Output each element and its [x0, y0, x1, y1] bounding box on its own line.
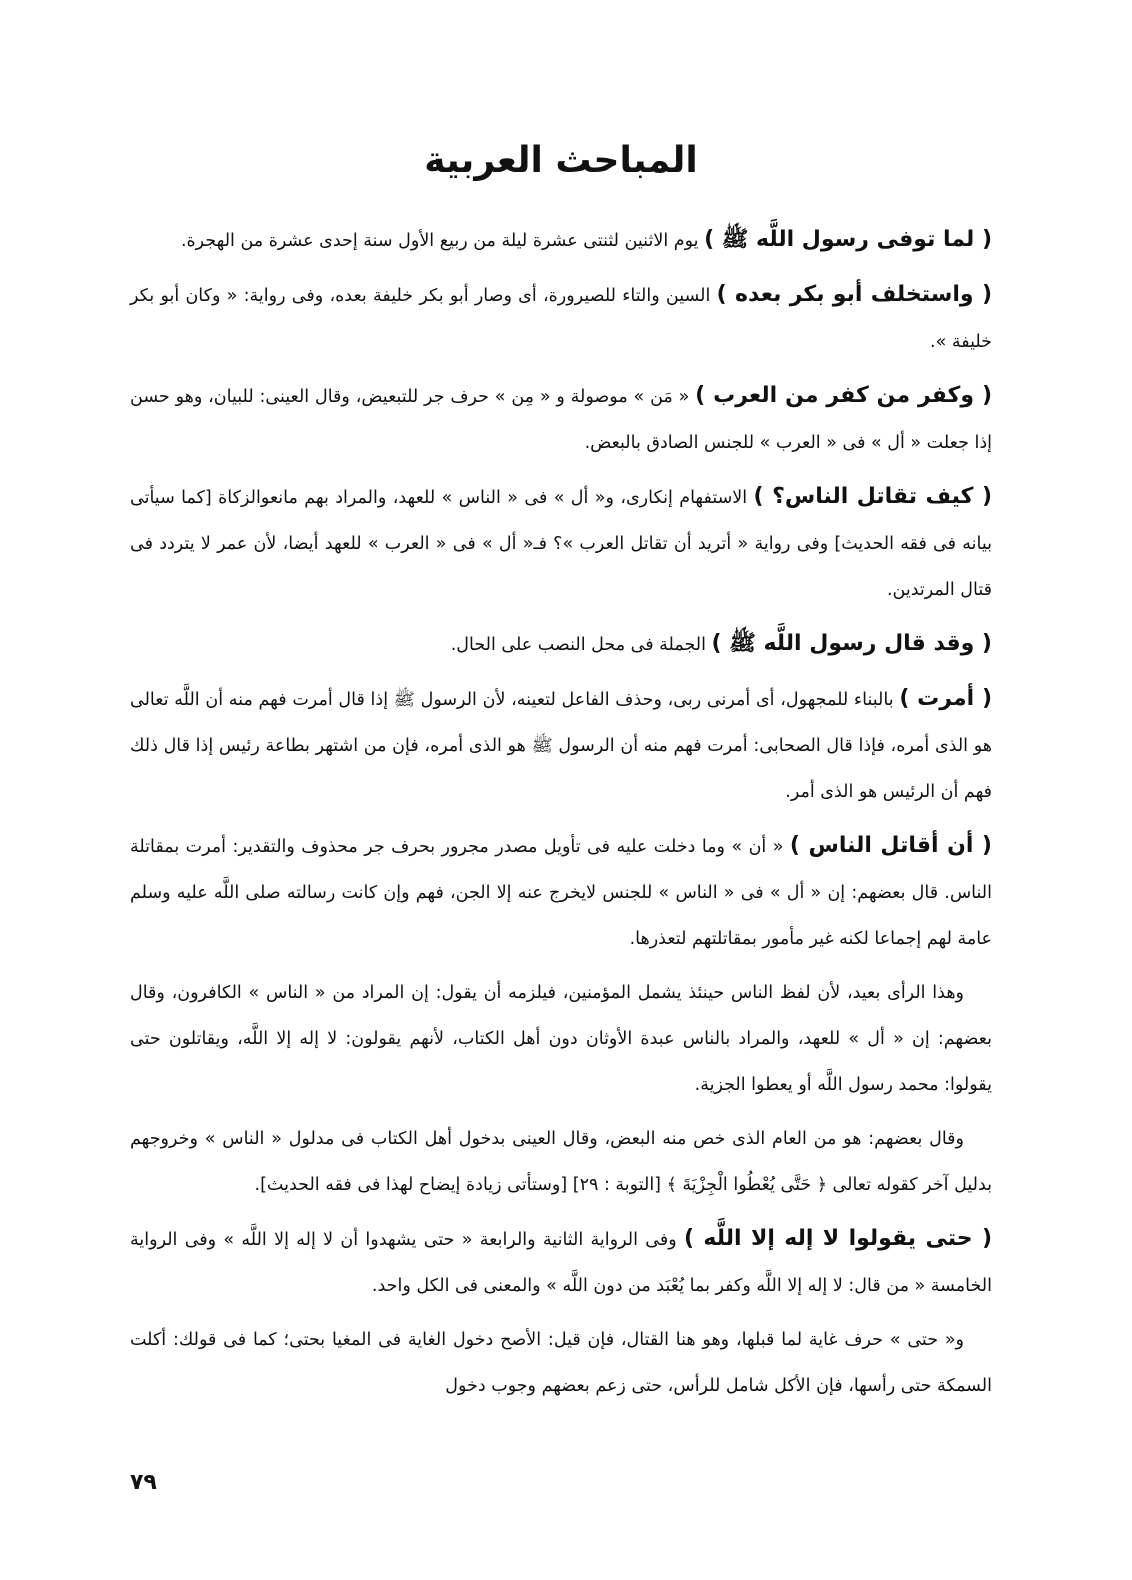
paragraph [130, 1317, 992, 1409]
page-title: المباحث العربية [424, 140, 698, 181]
paragraph-heading: ( واستخلف أبو بكر بعده ) [716, 282, 993, 307]
paragraph-text: « أن » وما دخلت عليه فى تأويل مصدر مجرور بحرف جر محذوف والتقدير: أمرت بمقاتلة الناس. قال بعضهم: إن « أل » فى « الناس » للجنس لايخرج عنه إلا الجن، فهم وإن كانت رسالته صلى اللَّه عليه وسلم عامة لهم إجماعا لكنه غير مأمور بمقاتلتهم لتعذرها. [130, 837, 992, 949]
page-number: ٧٩ [130, 1470, 157, 1495]
paragraph-text: « مَن » موصولة و « مِن » حرف جر للتبعيض، وقال العينى: للبيان، وهو حسن إذا جعلت « أل » فى « العرب » للجنس الصادق بالبعض. [130, 387, 992, 453]
paragraph [130, 1116, 992, 1208]
paragraph-heading: ( وقد قال رسول اللَّه ﷺ ) [711, 631, 992, 656]
paragraph [130, 621, 992, 668]
paragraph-text: وفى الرواية الثانية والرابعة « حتى يشهدوا أن لا إله إلا اللَّه » وفى الرواية الخامسة « من قال: لا إله إلا اللَّه وكفر بما يُعْبَد من دون اللَّه » والمعنى فى الكل واحد. [130, 1230, 992, 1296]
paragraph [130, 970, 992, 1108]
paragraph-heading: ( كيف تقاتل الناس؟ ) [753, 484, 992, 509]
paragraph-text: وقال بعضهم: هو من العام الذى خص منه البعض، وقال العينى بدخول أهل الكتاب فى مدلول « الناس » وخروجهم بدليل آخر كقوله تعالى ﴿ حَتَّى يُعْطُوا الْجِزْيَةَ ﴾ [التوبة : ٢٩] [وستأتى زيادة إيضاح لهذا فى فقه الحديث]. [130, 1129, 992, 1195]
paragraph-text: بالبناء للمجهول، أى أمرنى ربى، وحذف الفاعل لتعينه، لأن الرسول ﷺ إذا قال أمرت فهم منه أن اللَّه تعالى هو الذى أمره، فإذا قال الصحابى: أمرت فهم منه أن الرسول ﷺ هو الذى أمره، فإن من اشتهر بطاعة رئيس إذا قال ذلك فهم أن الرئيس هو الذى أمر. [130, 690, 992, 802]
paragraph [130, 474, 992, 613]
paragraph [130, 1216, 992, 1309]
paragraph-heading: ( أن أقاتل الناس ) [789, 833, 992, 858]
paragraph [130, 272, 992, 365]
paragraph [130, 373, 992, 466]
paragraph-text: الجملة فى محل النصب على الحال. [450, 635, 712, 655]
paragraph [130, 676, 992, 815]
paragraph-text: يوم الاثنين لثنتى عشرة ليلة من ربيع الأول سنة إحدى عشرة من الهجرة. [180, 231, 705, 251]
paragraph-text: و« حتى » حرف غاية لما قبلها، وهو هنا القتال، فإن قيل: الأصح دخول الغاية فى المغيا بحتى؛ كما فى قولك: أكلت السمكة حتى رأسها، فإن الأكل شامل للرأس، حتى زعم بعضهم وجوب دخول [130, 1330, 992, 1396]
paragraph-text: السين والتاء للصيرورة، أى وصار أبو بكر خليفة بعده، وفى رواية: « وكان أبو بكر خليفة ». [130, 286, 992, 352]
document-page [130, 130, 992, 1417]
paragraph-heading: ( وكفر من كفر من العرب ) [695, 383, 992, 408]
paragraph-heading: ( لما توفى رسول اللَّه ﷺ ) [704, 227, 992, 252]
paragraph-heading: ( أمرت ) [899, 686, 992, 711]
paragraph-heading: ( حتى يقولوا لا إله إلا اللَّه ) [683, 1226, 993, 1251]
paragraph-text: الاستفهام إنكارى، و« أل » فى « الناس » للعهد، والمراد بهم مانعوالزكاة [كما سيأتى بيانه فى فقه الحديث] وفى رواية « أتريد أن تقاتل العرب »؟ فـ« أل » فى « العرب » للعهد أيضا، لأن عمر لا يتردد فى قتال المرتدين. [130, 488, 992, 600]
paragraph [130, 217, 992, 264]
paragraph [130, 823, 992, 962]
paragraph-text: وهذا الرأى بعيد، لأن لفظ الناس حينئذ يشمل المؤمنين، فيلزمه أن يقول: إن المراد من « الناس » الكافرون، وقال بعضهم: إن « أل » للعهد، والمراد بالناس عبدة الأوثان دون أهل الكتاب، لأنهم يقولون: لا إله إلا اللَّه، ويقاتلون حتى يقولوا: محمد رسول اللَّه أو يعطوا الجزية. [130, 983, 992, 1095]
